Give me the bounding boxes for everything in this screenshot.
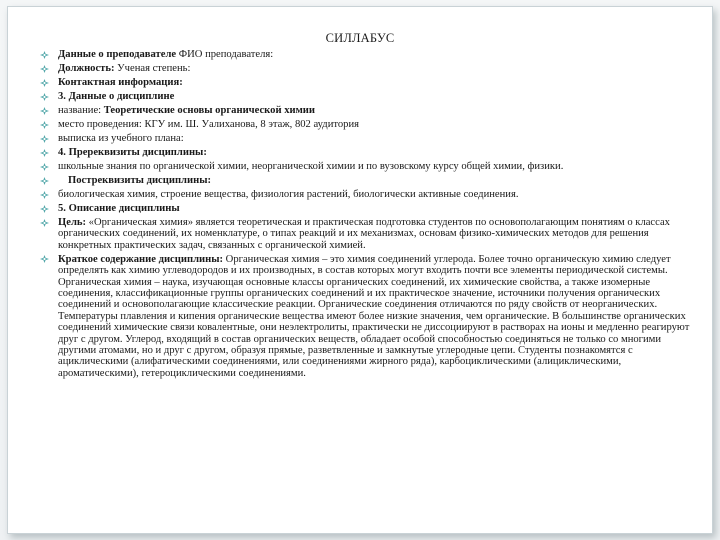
bullet-icon <box>40 65 49 73</box>
item-label: Постреквизиты дисциплины: <box>68 175 212 186</box>
list-item <box>58 175 698 186</box>
list-item <box>58 254 698 379</box>
item-text: школьные знания по органической химии, неорганической химии и по вузовскому курсу общей химии, физики. <box>58 161 564 172</box>
item-text: ФИО преподавателя: <box>176 49 274 60</box>
bullet-icon <box>40 135 49 143</box>
list-item <box>58 77 698 88</box>
item-text: биологическая химия, строение вещества, физиология растений, биологически активные соединения. <box>58 189 519 200</box>
slide-page <box>7 6 713 534</box>
list-item <box>58 189 698 200</box>
bullet-icon <box>40 93 49 101</box>
item-label: 5. Описание дисциплины <box>58 203 180 214</box>
item-text: выписка из учебного плана: <box>58 133 184 144</box>
bullet-icon <box>40 107 49 115</box>
item-text: место проведения: КГУ им. Ш. Уалиханова, 8 этаж, 802 аудитория <box>58 119 359 130</box>
list-item <box>58 203 698 214</box>
list-item <box>58 161 698 172</box>
list-item <box>58 91 698 102</box>
slide-title: СИЛЛАБУС <box>325 31 395 45</box>
item-label: Цель: <box>58 217 87 228</box>
syllabus-bullet-list <box>58 49 698 382</box>
bullet-icon <box>40 219 49 227</box>
list-item <box>58 49 698 60</box>
list-item <box>58 133 698 144</box>
bullet-icon <box>40 191 49 199</box>
item-label: Краткое содержание дисциплины: <box>58 253 224 265</box>
item-text: «Органическая химия» является теоретическая и практическая подготовка студентов по основополагающим понятиям о классах органических соединений, их номенклатуре, о типах реакций и их механизмах, основам физико-химических методов для решения конкретных практических задач, связанных с органической химией. <box>58 217 670 251</box>
list-item <box>58 63 698 74</box>
list-item <box>58 105 698 116</box>
bullet-icon <box>40 51 49 59</box>
item-label: 3. Данные о дисциплине <box>58 91 175 102</box>
item-label: Контактная информация: <box>58 77 183 88</box>
bullet-icon <box>40 205 49 213</box>
bullet-icon <box>40 255 49 263</box>
bullet-icon <box>40 149 49 157</box>
bullet-icon <box>40 121 49 129</box>
bullet-icon <box>40 163 49 171</box>
bullet-icon <box>40 177 49 185</box>
item-text: Ученая степень: <box>114 63 191 74</box>
item-text: название: <box>58 105 104 116</box>
item-label: 4. Пререквизиты дисциплины: <box>58 147 207 158</box>
item-label: Теоретические основы органической химии <box>103 105 316 116</box>
bullet-icon <box>40 79 49 87</box>
list-item <box>58 119 698 130</box>
item-label: Данные о преподавателе <box>58 49 177 60</box>
list-item <box>58 147 698 158</box>
item-label: Должность: <box>58 63 115 74</box>
item-text: Органическая химия – это химия соединений углерода. Более точно органическую химию следует определять как химию углеводородов и их производных, в состав которых могут входить почти все элементы периодической системы. Органическая химия – наука, изучающая основные классы органических соединений, их химические свойства, а также изомерные соединения, классификационные группы органических соединений и их практическое значение, источники получения органических соединений и основополагающие классические реакции. Органические соединения отличаются по ряду свойств от неорганических. Температуры плавления и кипения органические вещества имеют более низкие значения, чем органические. В большинстве органических соединений химические связи ковалентные, они неэлектролиты, практически не диссоциируют в растворах на ионы и медленно реагируют друг с другом. Углерод, входящий в состав органических веществ, обладает особой способностью соединяться не только со многими другими атомами, но и друг с другом, образуя прямые, разветвленные и замкнутые углеродные цепи. Студенты познакомятся с ациклическими (алифатическими соединениями, или соединениями жирного ряда), карбоциклическими (алициклическими, ароматическими), гетероциклическими соединениями. <box>58 253 690 379</box>
list-item <box>58 217 698 251</box>
